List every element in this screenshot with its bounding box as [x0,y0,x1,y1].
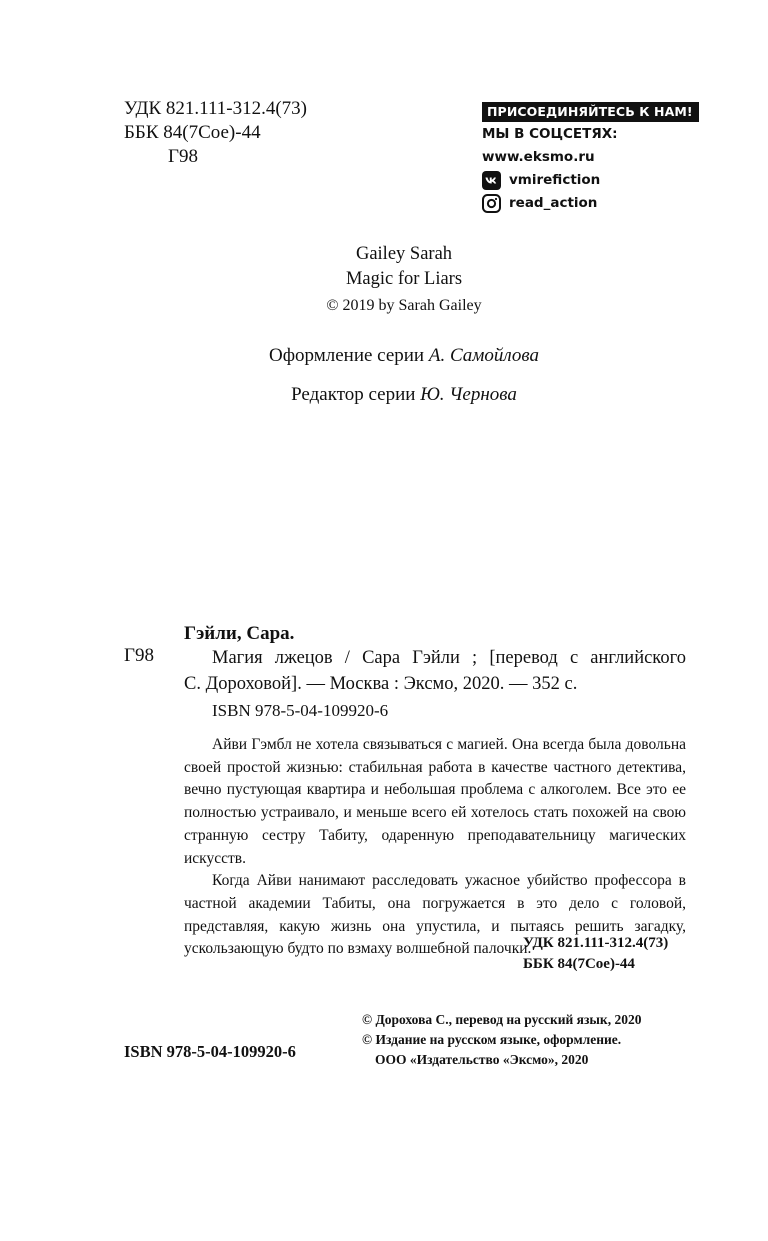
udk-footer [523,933,668,975]
catalog-code: Г98 [124,645,154,666]
original-copyright: © 2019 by Sarah Gailey [326,297,482,314]
catalog-author: Гэйли, Сара. [184,623,295,644]
original-title: Magic for Liars [345,269,463,289]
vk-row[interactable] [482,169,699,192]
instagram-icon [482,194,501,213]
bbk-code: ББК 84(7Сое)-44 [124,122,261,143]
site-link[interactable]: www.eksmo.ru [482,149,595,165]
editor-label: Редактор серии [291,384,416,405]
annotation-paragraph-1: Айви Гэмбл не хотела связываться с магией. Она всегда была довольна своей простой жизнью: стабильная работа в качестве частного детектива, вечно пустующая квартира и небольшая проблема с алкоголем. Все это ее полностью устраивало, и меньше всего ей хотелось стать похожей на свою странную сестру Табиту, одаренную преподавательницу магических искусств. [184,736,686,867]
series-editor-credit [0,384,768,406]
isbn-bottom: ISBN 978-5-04-109920-6 [124,1042,296,1061]
design-label: Оформление серии [268,345,425,366]
instagram-handle: read_action [509,195,598,211]
catalog-description [184,645,686,697]
udk-header [124,97,307,169]
series-design-credit [0,345,768,367]
copyright-translation: © Дорохова С., перевод на русский язык, 2020 [362,1012,642,1027]
copyright-publisher: ООО «Издательство «Эксмо», 2020 [375,1052,589,1067]
social-block [482,101,699,215]
copyright-notices [362,1010,641,1070]
catalog-isbn: ISBN 978-5-04-109920-6 [212,701,389,720]
udk-footer-udk: УДК 821.111-312.4(73) [523,935,669,951]
original-author: Gailey Sarah [355,244,453,264]
catalog-line-2: С. Дороховой]. — Москва : Эксмо, 2020. — 352 с. [184,674,578,694]
author-sign: Г98 [168,146,198,167]
vk-icon [482,171,501,190]
design-name: А. Самойлова [428,345,540,366]
editor-name: Ю. Чернова [420,384,517,405]
udk-footer-bbk: ББК 84(7Сое)-44 [523,956,635,972]
vk-handle: vmirefiction [509,172,601,188]
social-banner: ПРИСОЕДИНЯЙТЕСЬ К НАМ! [482,102,699,122]
copyright-edition: © Издание на русском языке, оформление. [362,1032,622,1047]
annotation-paragraph-2: Когда Айви нанимают расследовать ужасное убийство профессора в частной академии Табиты, она погружается в это дело с головой, представляя, какую жизнь она упустила, и пытаясь решить загадку, ускользающую будто по взмаху волшебной палочки. [184,872,686,958]
social-subtitle: МЫ В СОЦСЕТЯХ: [482,126,618,142]
udk-code: УДК 821.111-312.4(73) [124,98,307,119]
catalog-line-1: Магия лжецов / Сара Гэйли ; [перевод с английского [212,648,686,668]
instagram-row[interactable] [482,192,699,215]
annotation [184,734,686,961]
